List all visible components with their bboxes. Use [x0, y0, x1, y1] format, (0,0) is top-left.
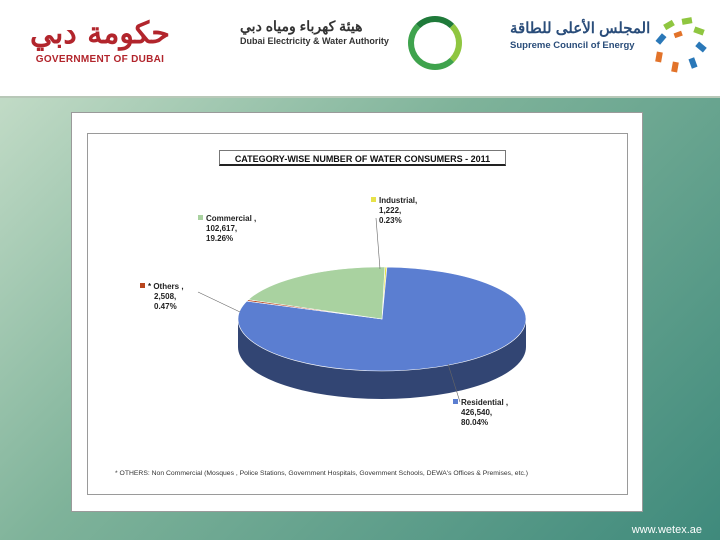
- industrial-label: Industrial,: [379, 196, 418, 205]
- chart-title: CATEGORY-WISE NUMBER OF WATER CONSUMERS - 2011: [219, 150, 506, 166]
- dubai-logo-arabic: حكومة دبي: [30, 16, 170, 51]
- industrial-legend-swatch: [371, 197, 376, 202]
- government-of-dubai-logo: [20, 14, 180, 82]
- others-percent: 0.47%: [154, 302, 177, 311]
- industrial-value: 1,222,: [379, 206, 402, 215]
- residential-value: 426,540,: [461, 408, 493, 417]
- logo-header: [0, 0, 720, 98]
- others-legend-swatch: [140, 283, 145, 288]
- dewa-logo: [240, 16, 460, 76]
- commercial-label: Commercial ,: [206, 214, 257, 223]
- commercial-legend-swatch: [198, 215, 203, 220]
- commercial-data-label: [198, 214, 256, 244]
- others-data-label: [140, 282, 184, 312]
- others-value: 2,508,: [154, 292, 177, 301]
- sce-burst-icon: [642, 14, 712, 80]
- others-label: * Others ,: [148, 282, 184, 291]
- pie-chart: [88, 134, 629, 496]
- dewa-logo-english: Dubai Electricity & Water Authority: [240, 36, 389, 46]
- leader-line-others: [198, 292, 240, 312]
- chart-panel: [71, 112, 643, 512]
- website-url: www.wetex.ae: [631, 524, 702, 536]
- supreme-council-of-energy-logo: [510, 18, 710, 82]
- industrial-data-label: [371, 196, 417, 226]
- sce-logo-arabic: المجلس الأعلى للطاقة: [510, 20, 651, 37]
- residential-data-label: [453, 398, 508, 428]
- residential-legend-swatch: [453, 399, 458, 404]
- residential-percent: 80.04%: [461, 418, 489, 427]
- dewa-logo-arabic: هيئة كهرباء ومياه دبي: [240, 18, 363, 34]
- dubai-logo-english: GOVERNMENT OF DUBAI: [35, 54, 165, 65]
- dewa-ring-icon: [408, 16, 462, 70]
- commercial-percent: 19.26%: [206, 234, 234, 243]
- residential-label: Residential ,: [461, 398, 509, 407]
- industrial-percent: 0.23%: [379, 216, 402, 225]
- chart-footnote: * OTHERS: Non Commercial (Mosques , Police Stations, Government Hospitals, Government Schools, DEWA's Offices & Premises, etc.): [115, 470, 529, 477]
- sce-logo-english: Supreme Council of Energy: [510, 40, 635, 51]
- commercial-value: 102,617,: [206, 224, 238, 233]
- chart-area: [87, 133, 628, 495]
